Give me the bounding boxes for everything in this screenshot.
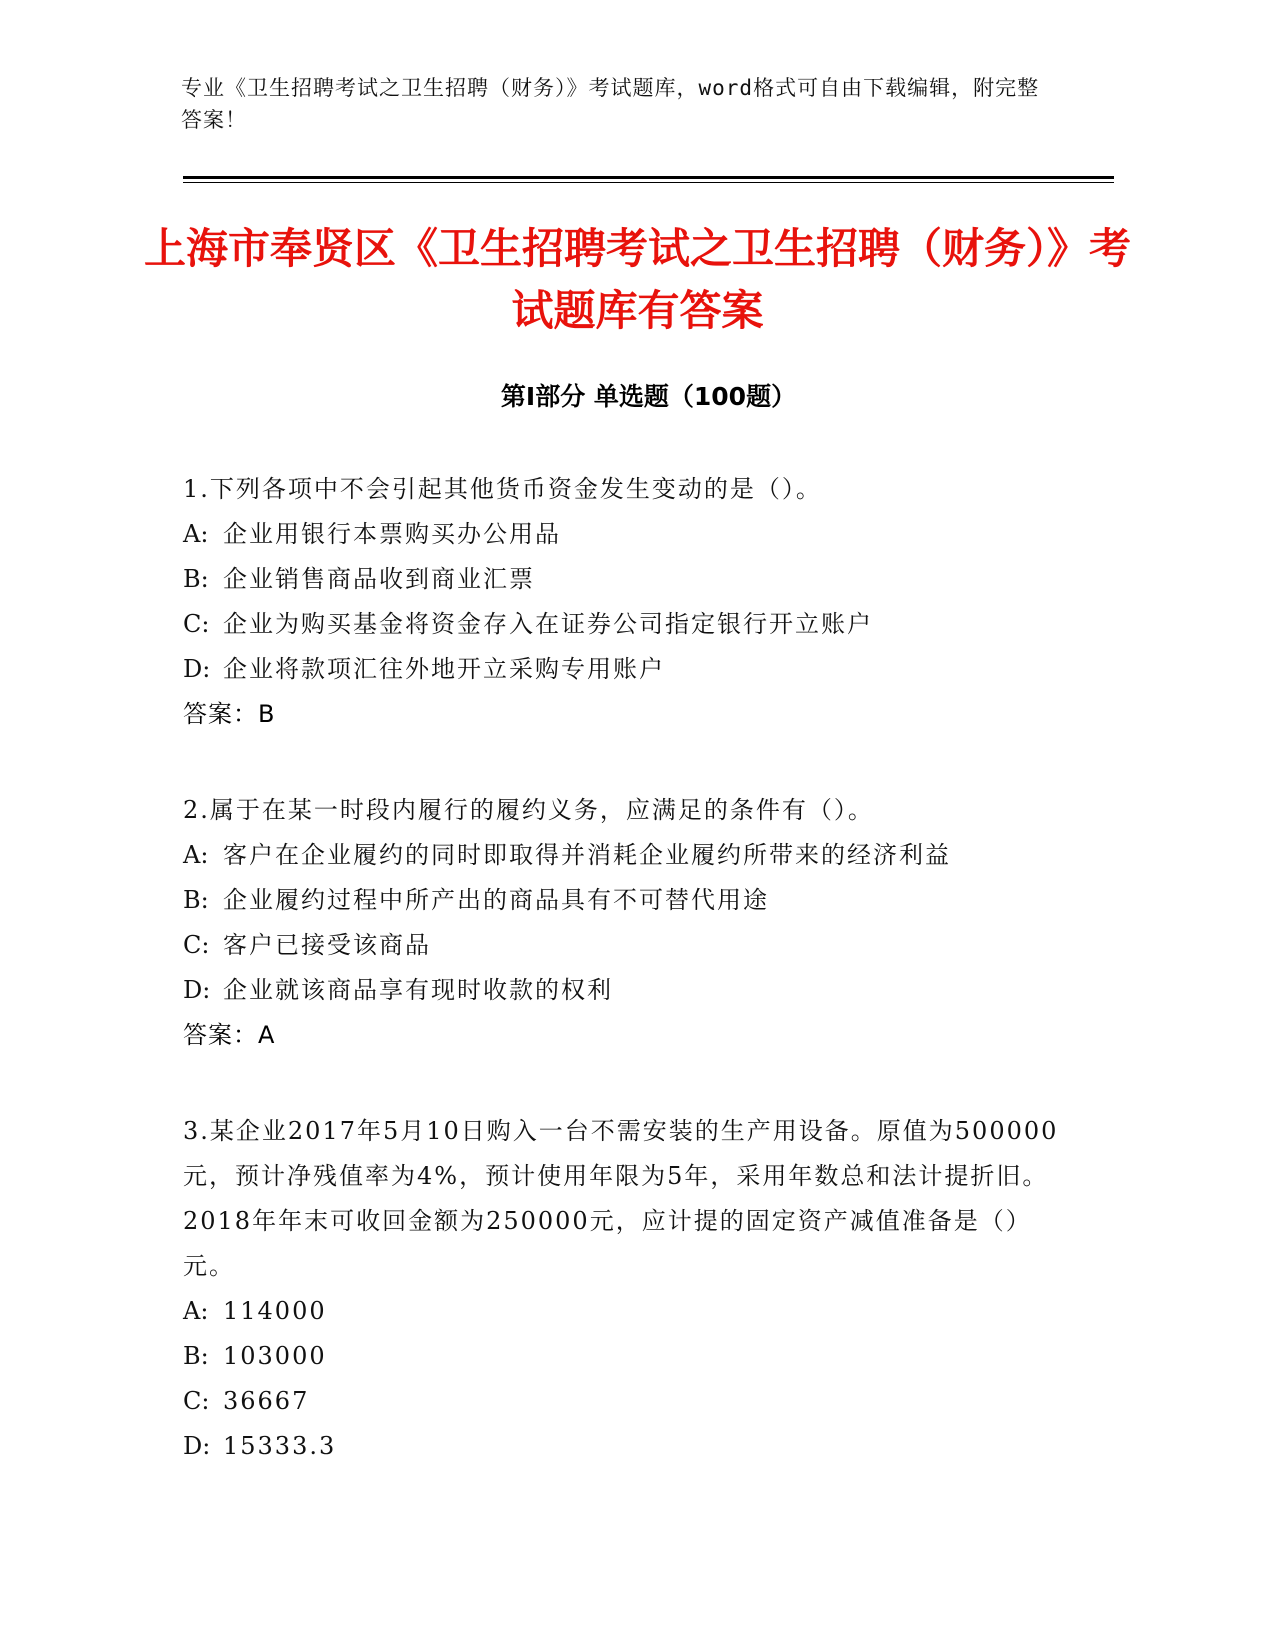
answer: 答案：A — [183, 1021, 276, 1049]
option-text: 企业履约过程中所产出的商品具有不可替代用途 — [223, 886, 769, 914]
option-d — [183, 1424, 1083, 1469]
question-2 — [183, 788, 1083, 1058]
question-list — [183, 467, 1083, 1520]
question-1 — [183, 467, 1083, 737]
header-divider-thick — [183, 176, 1114, 179]
option-text: 企业将款项汇往外地开立采购专用账户 — [223, 655, 665, 683]
option-a — [183, 1289, 1083, 1334]
option-letter: C: — [183, 1387, 210, 1415]
option-c — [183, 1379, 1083, 1424]
option-letter: A: — [183, 1297, 209, 1325]
question-stem: 2.属于在某一时段内履行的履约义务，应满足的条件有（）。 — [183, 796, 874, 824]
option-c — [183, 602, 1083, 647]
option-text: 企业销售商品收到商业汇票 — [223, 565, 535, 593]
option-letter: A: — [183, 841, 209, 869]
option-text: 客户在企业履约的同时即取得并消耗企业履约所带来的经济利益 — [223, 841, 951, 869]
option-a — [183, 833, 1083, 878]
option-a — [183, 512, 1083, 557]
option-text: 36667 — [223, 1387, 310, 1415]
option-letter: C: — [183, 931, 210, 959]
option-text: 企业为购买基金将资金存入在证券公司指定银行开立账户 — [223, 610, 873, 638]
option-b — [183, 878, 1083, 923]
option-letter: D: — [183, 655, 211, 683]
option-b — [183, 557, 1083, 602]
option-letter: A: — [183, 520, 209, 548]
option-text: 企业用银行本票购买办公用品 — [223, 520, 561, 548]
option-letter: C: — [183, 610, 210, 638]
option-d — [183, 647, 1083, 692]
option-text: 客户已接受该商品 — [223, 931, 431, 959]
document-title: 上海市奉贤区《卫生招聘考试之卫生招聘（财务）》考试题库有答案 — [143, 224, 1131, 335]
option-b — [183, 1334, 1083, 1379]
option-text: 企业就该商品享有现时收款的权利 — [223, 976, 613, 1004]
question-stem: 1.下列各项中不会引起其他货币资金发生变动的是（）。 — [183, 475, 822, 503]
question-3 — [183, 1109, 1083, 1469]
question-stem: 3.某企业2017年5月10日购入一台不需安装的生产用设备。原值为500000元，预计净残值率为4%，预计使用年限为5年，采用年数总和法计提折旧。2018年年末可收回金额为250000元，应计提的固定资产减值准备是（）元。 — [183, 1117, 1059, 1280]
option-letter: B: — [183, 1342, 209, 1370]
option-text: 114000 — [223, 1297, 327, 1325]
section-heading: 第Ⅰ部分 单选题（100题） — [500, 382, 797, 411]
option-d — [183, 968, 1083, 1013]
option-letter: B: — [183, 886, 209, 914]
header-divider-thin — [183, 182, 1114, 183]
option-text: 103000 — [223, 1342, 327, 1370]
option-c — [183, 923, 1083, 968]
header-note: 专业《卫生招聘考试之卫生招聘（财务）》考试题库，word格式可自由下载编辑，附完整答案！ — [181, 76, 1040, 132]
option-letter: B: — [183, 565, 209, 593]
option-text: 15333.3 — [223, 1432, 337, 1460]
answer: 答案：B — [183, 700, 276, 728]
option-letter: D: — [183, 976, 211, 1004]
option-letter: D: — [183, 1432, 211, 1460]
